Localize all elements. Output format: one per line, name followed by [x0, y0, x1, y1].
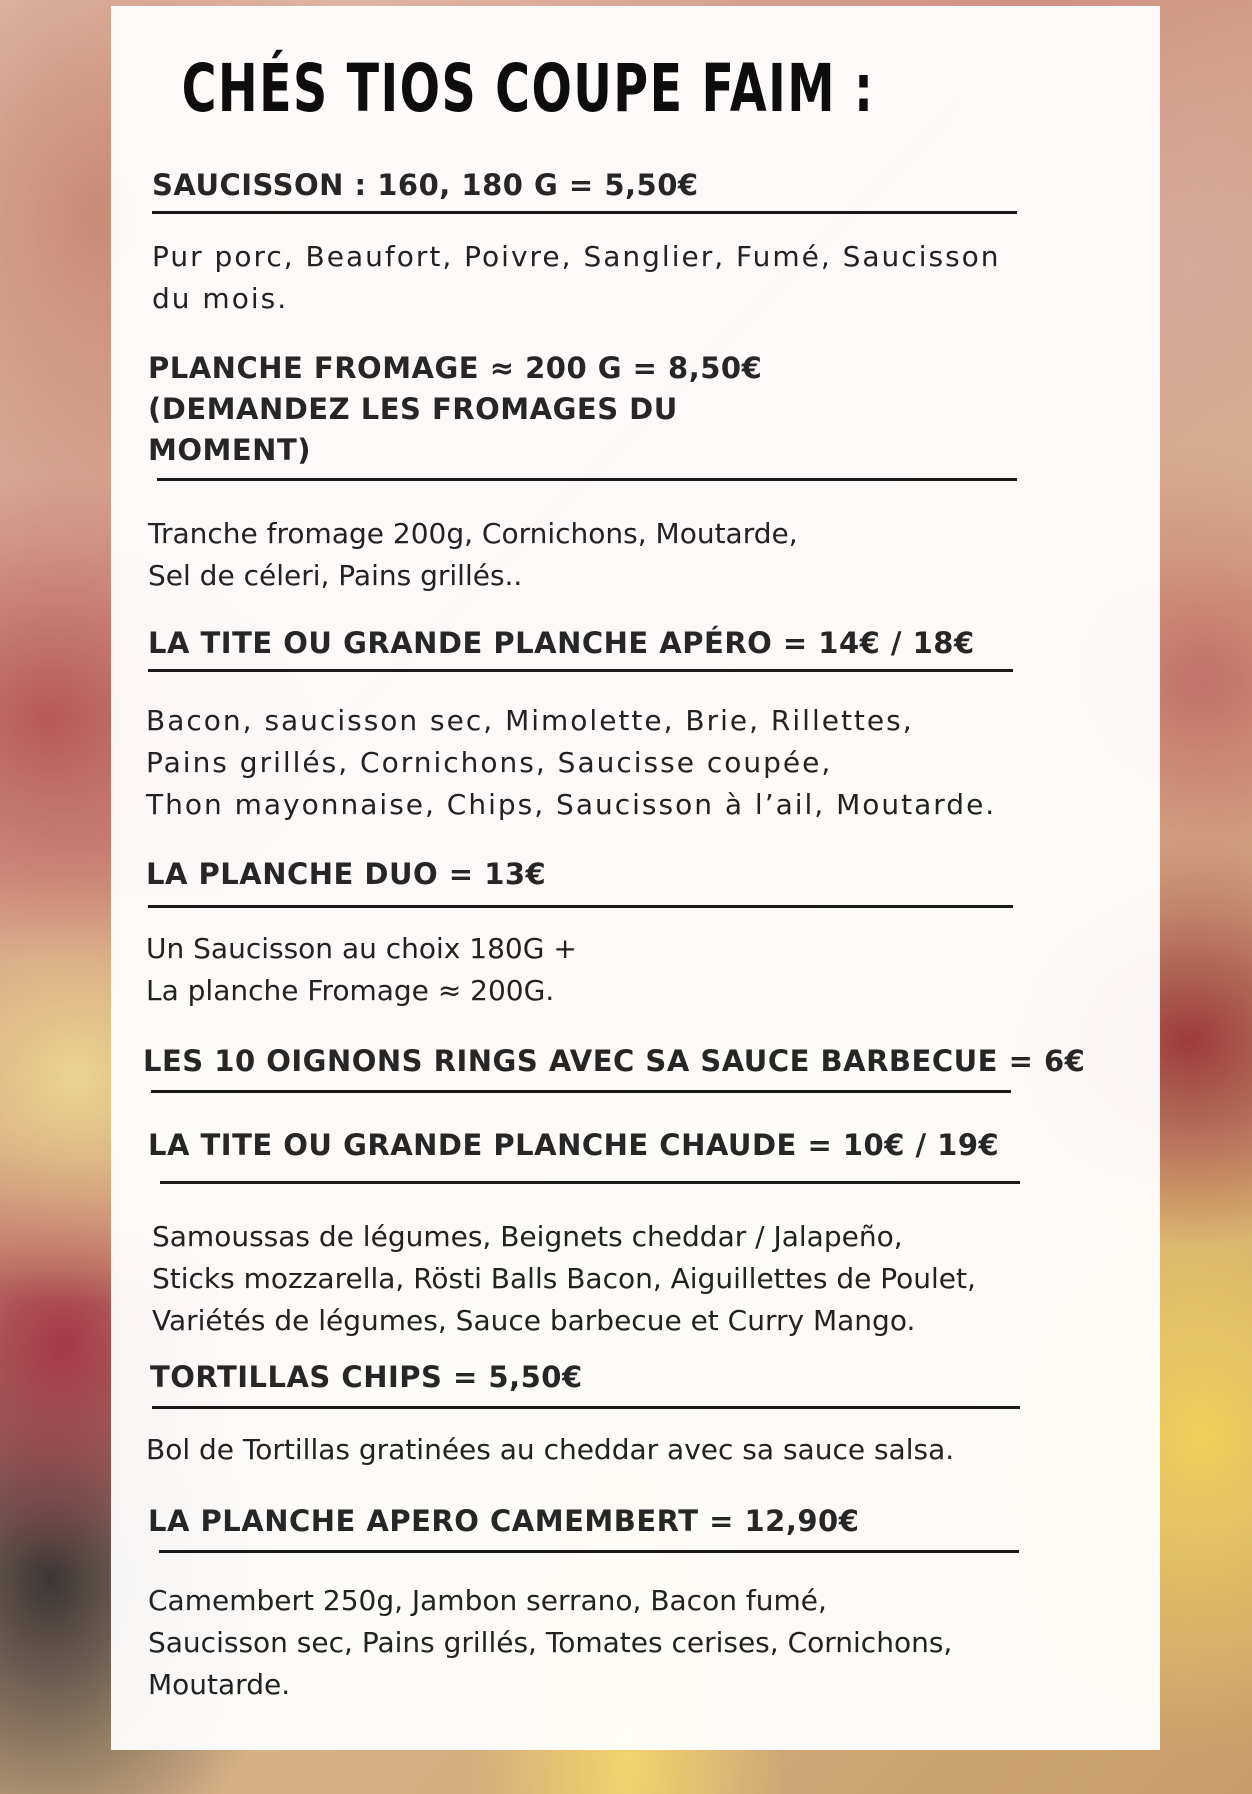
item-heading-tortillas: TORTILLAS CHIPS = 5,50€	[150, 1360, 583, 1394]
item-heading-saucisson: SAUCISSON : 160, 180 G = 5,50€	[152, 168, 699, 202]
divider	[160, 1181, 1020, 1184]
item-desc-planche-apero: Bacon, saucisson sec, Mimolette, Brie, Rillettes, Pains grillés, Cornichons, Saucisse coupée, Thon mayonnaise, Chips, Saucisson à l’ail, Moutarde.	[146, 704, 997, 821]
divider	[148, 905, 1013, 908]
item-heading-planche-camembert: LA PLANCHE APERO CAMEMBERT = 12,90€	[148, 1504, 860, 1538]
divider	[159, 1550, 1019, 1553]
item-heading-planche-duo: LA PLANCHE DUO = 13€	[146, 857, 547, 891]
menu-title: CHÉS TIOS COUPE FAIM :	[181, 50, 875, 127]
divider	[152, 1406, 1020, 1409]
divider	[152, 211, 1017, 214]
item-desc-planche-fromage: Tranche fromage 200g, Cornichons, Moutarde, Sel de céleri, Pains grillés..	[148, 517, 798, 592]
divider	[148, 669, 1013, 672]
item-heading-planche-fromage: PLANCHE FROMAGE ≈ 200 G = 8,50€ (DEMANDEZ LES FROMAGES DU MOMENT)	[148, 351, 763, 467]
item-heading-planche-chaude: LA TITE OU GRANDE PLANCHE CHAUDE = 10€ / 19€	[148, 1128, 1000, 1162]
item-desc-tortillas: Bol de Tortillas gratinées au cheddar avec sa sauce salsa.	[146, 1433, 955, 1466]
divider	[151, 1090, 1011, 1093]
item-desc-saucisson: Pur porc, Beaufort, Poivre, Sanglier, Fumé, Saucisson du mois.	[152, 240, 1001, 315]
item-heading-oignons-rings: LES 10 OIGNONS RINGS AVEC SA SAUCE BARBECUE = 6€	[143, 1044, 1086, 1078]
item-desc-planche-duo: Un Saucisson au choix 180G + La planche Fromage ≈ 200G.	[146, 932, 577, 1007]
item-heading-planche-apero: LA TITE OU GRANDE PLANCHE APÉRO = 14€ / 18€	[148, 626, 975, 660]
item-desc-planche-chaude: Samoussas de légumes, Beignets cheddar / Jalapeño, Sticks mozzarella, Rösti Balls Bacon, Aiguillettes de Poulet, Variétés de légumes, Sauce barbecue et Curry Mango.	[152, 1220, 976, 1337]
item-desc-planche-camembert: Camembert 250g, Jambon serrano, Bacon fumé, Saucisson sec, Pains grillés, Tomates cerises, Cornichons, Moutarde.	[148, 1584, 953, 1701]
divider	[157, 478, 1017, 481]
